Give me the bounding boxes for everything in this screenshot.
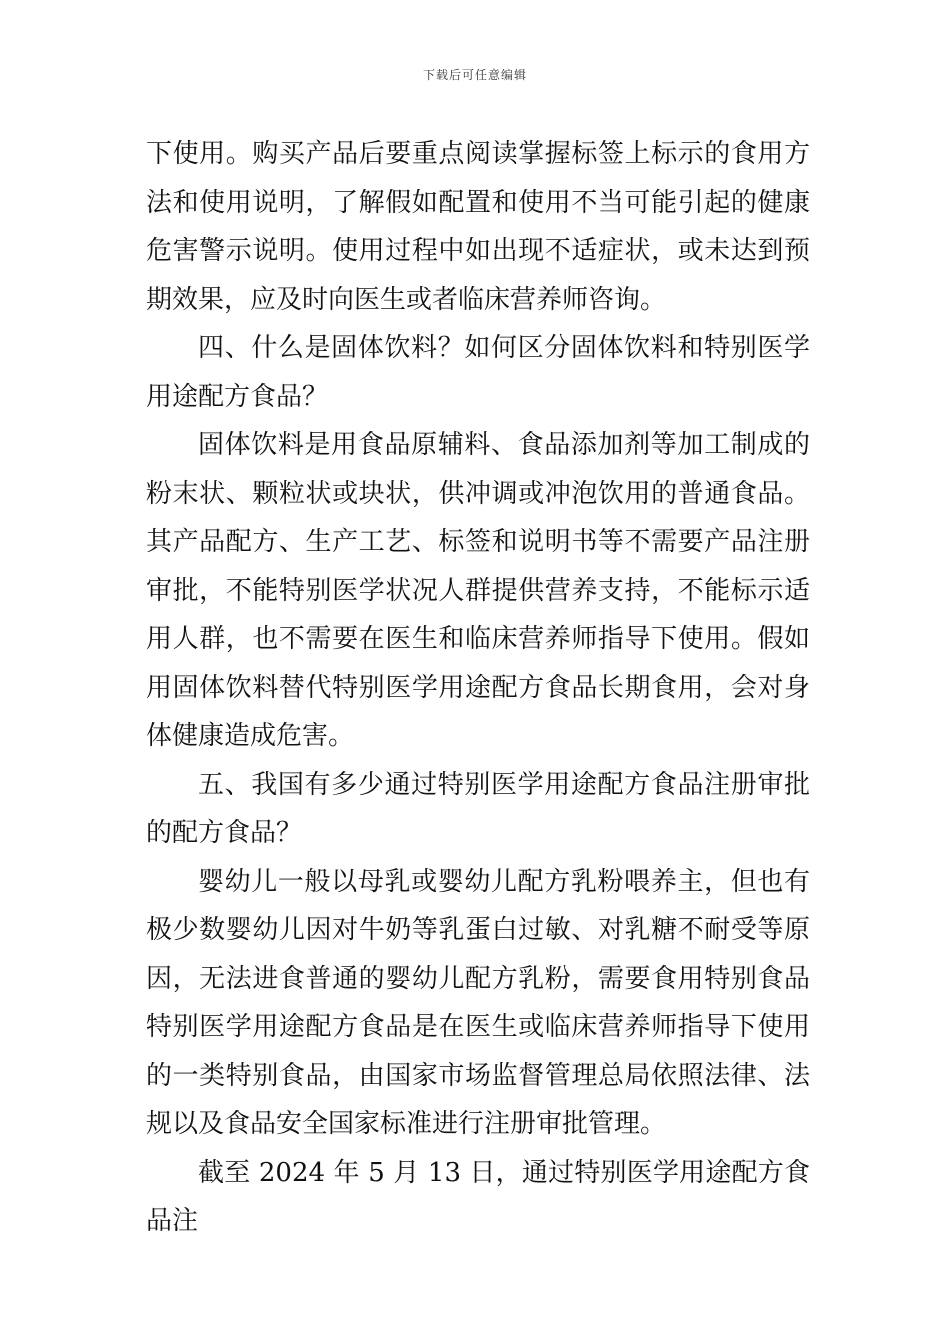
page-header-note: 下载后可任意编辑: [422, 68, 527, 82]
heading-question-five: 五、我国有多少通过特别医学用途配方食品注册审批的配方食品？: [146, 769, 810, 848]
paragraph-usage-continued: 下使用。购买产品后要重点阅读掌握标签上标示的食用方法和使用说明，了解假如配置和使用不当可能引起的健康危害警示说明。使用过程中如出现不适症状，或未达到预期效果，应及时向医生或者临床营养师咨询。: [146, 139, 810, 315]
paragraph-solid-beverage: 固体饮料是用食品原辅料、食品添加剂等加工制成的粉末状、颗粒状或块状，供冲调或冲泡饮用的普通食品。其产品配方、生产工艺、标签和说明书等不需要产品注册审批，不能特别医学状况人群提供营养支持，不能标示适用人群，也不需要在医生和临床营养师指导下使用。假如用固体饮料替代特别医学用途配方食品长期食用，会对身体健康造成危害。: [146, 430, 810, 751]
document-body: [146, 130, 810, 1246]
paragraph-infant-feeding: 婴幼儿一般以母乳或婴幼儿配方乳粉喂养主，但也有极少数婴幼儿因对牛奶等乳蛋白过敏、对乳糖不耐受等原因，无法进食普通的婴幼儿配方乳粉，需要食用特别食品特别医学用途配方食品是在医生或临床营养师指导下使用的一类特别食品，由国家市场监督管理总局依照法律、法规以及食品安全国家标准进行注册审批管理。: [146, 866, 810, 1139]
paragraph-registration-count: 截至 2024 年 5 月 13 日，通过特别医学用途配方食品注: [146, 1157, 810, 1236]
heading-question-four: 四、什么是固体饮料？如何区分固体饮料和特别医学用途配方食品？: [146, 333, 810, 412]
